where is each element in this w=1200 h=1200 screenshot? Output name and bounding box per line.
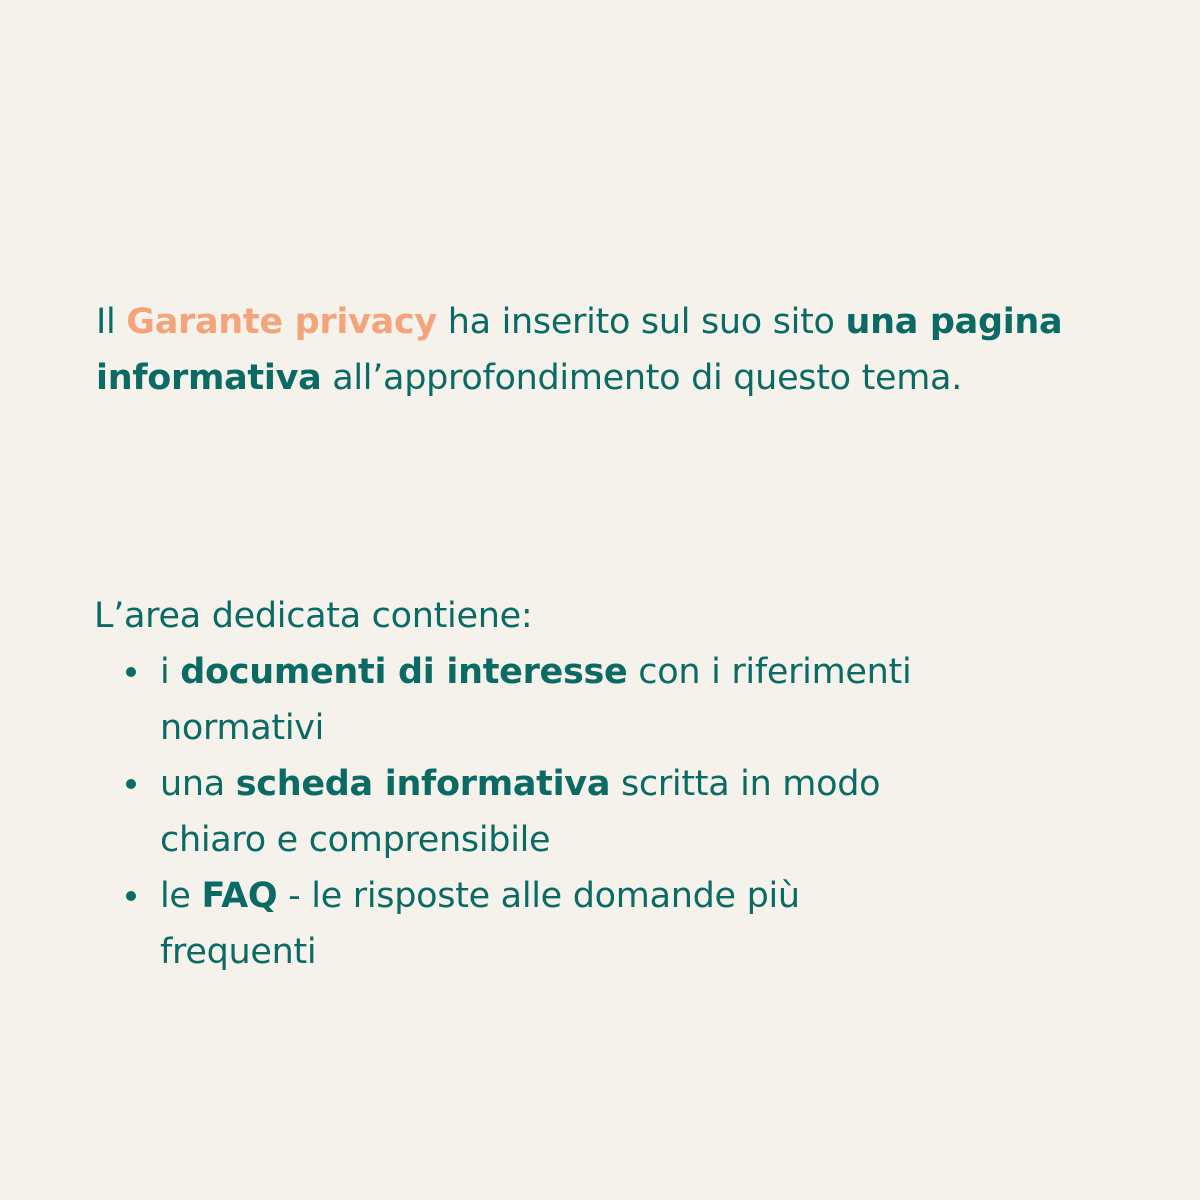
intro-middle: ha inserito sul suo sito [436,302,846,342]
dedicated-area-title: L’area dedicata contiene: [94,596,533,636]
list-item-emphasis: scheda informativa [235,764,611,804]
pagina-informativa-emphasis: una pagina informativa [96,302,1063,398]
list-item-faq [94,868,920,980]
list-item-after: con i riferimenti normativi [160,652,912,748]
list-item-before: le [160,876,202,916]
list-item-after: scritta in modo chiaro e comprensibile [160,764,881,860]
dedicated-area-list [94,644,1094,980]
list-item-emphasis: documenti di interesse [180,652,628,692]
list-item-before: una [160,764,236,804]
list-item-emphasis: FAQ [201,876,278,916]
list-item-after: - le risposte alle domande più frequenti [160,876,800,972]
intro-suffix: all’approfondimento di questo tema. [321,358,963,398]
list-item-info-sheet [94,756,920,868]
list-item-documents [94,644,920,756]
garante-privacy-highlight: Garante privacy [126,302,437,342]
intro-paragraph [96,294,1136,406]
bullet-icon [126,779,136,789]
intro-prefix: Il [96,302,127,342]
list-item-before: i [160,652,181,692]
dedicated-area-section [94,588,1094,980]
bullet-icon [126,891,136,901]
bullet-icon [126,667,136,677]
